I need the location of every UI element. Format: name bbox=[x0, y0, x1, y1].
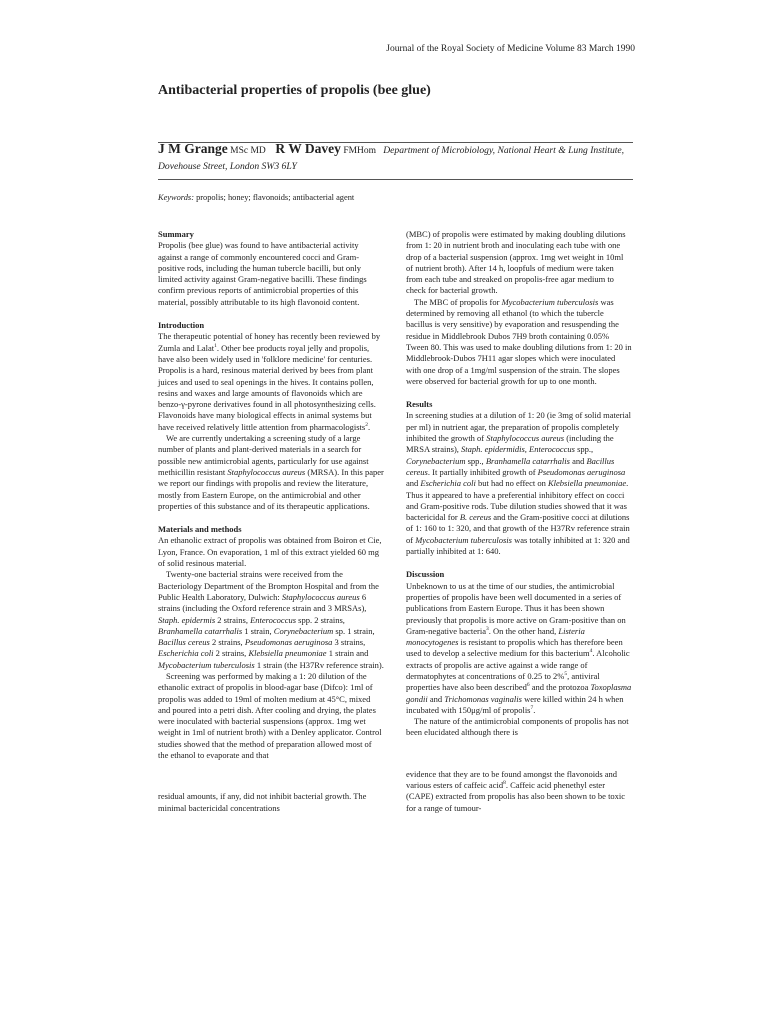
discussion-paragraph-1: Unbeknown to us at the time of our studies, the antimicrobial properties of propolis have been well documented in a series of publications from Eastern Europe. Thus it has been shown previously that propolis is more active on Gram-positive than on Gram-negative bacteria$^3$. On the other hand, Listeria monocytogenes is resistant to propolis which has therefore been used to develop a selective medium for this bacterium$^4$. Alcoholic extracts of propolis are active against a wide range of dermatophytes at concentrations of 0.25 to 2%$^5$, antiviral properties have also been described$^6$ and the protozoa Toxoplasma gondii and Trichomonas vaginalis were killed within 24 h when incubated with 150μg/ml of propolis$^7$. bbox=[406, 580, 632, 715]
mbc-paragraph: (MBC) of propolis were estimated by making doubling dilutions from 1: 20 in nutrient broth and inoculating each tube with one drop of a bacterial suspension (approx. 1mg wet weight in 10ml of nutrient broth). After 14 h, loopfuls of medium were taken from each tube and streaked on propolis-free agar medium to check for bacterial growth. bbox=[406, 229, 626, 296]
keywords-line bbox=[158, 193, 354, 202]
methods-paragraph-1: An ethanolic extract of propolis was obtained from Boiron et Cie, Lyon, France. On evaporation, 1 ml of this extract yielded 60 mg of solid resinous material. bbox=[158, 535, 382, 569]
author-2-name: R W Davey bbox=[275, 141, 341, 156]
introduction-heading: Introduction bbox=[158, 320, 205, 331]
affiliation: Department of Microbiology, National Heart & Lung Institute, Dovehouse Street, London SW3 6LY bbox=[158, 145, 625, 172]
discussion-paragraph-2-continued: evidence that they are to be found amongst the flavonoids and various esters of caffeic acid$^8$. Caffeic acid phenethyl ester (CAPE) extracted from propolis has also been shown to be toxic for a range of tumour- bbox=[406, 768, 626, 813]
results-paragraph: In screening studies at a dilution of 1: 20 (ie 3mg of solid material per ml) in nutrient agar, the preparation of propolis completely inhibited the growth of Staphylococcus aureus (including the MRSA strains), Staph. epidermidis, Enterococcus spp., Corynebacterium spp., Branhamella catarrhalis and Bacillus cereus. It partially inhibited growth of Pseudomonas aeruginosa and Escherichia coli but had no effect on Klebsiella pneumoniae. Thus it appeared to have a preferential inhibitory effect on cocci and Gram-positive rods. Tube dilution studies showed that it was bactericidal for B. cereus and the Gram-positive cocci at dilutions of 1: 160 to 1: 320, and that growth of the H37Rv reference strain of Mycobacterium tuberculosis was totally inhibited at 1: 320 and partially inhibited at 1: 640. bbox=[406, 410, 631, 557]
article-title: Antibacterial properties of propolis (bee glue) bbox=[158, 83, 431, 98]
results-heading: Results bbox=[406, 399, 433, 410]
summary-heading: Summary bbox=[158, 229, 194, 239]
methods-paragraph-3: Screening was performed by making a 1: 20 dilution of the ethanolic extract of propolis in blood-agar base (Difco): 1ml of propolis was added to 19ml of molten medium at 45°C, mixed and poured into a petri dish. After cooling and drying, the plates were inoculated with bacterial suspensions (approx. 1mg wet weight in 1ml of nutrient broth) with a Denley applicator. Control studies showed that the method of preparation allowed most of the ethanol to evaporate and that bbox=[158, 670, 382, 761]
right-column bbox=[406, 229, 632, 814]
mbc-tuberculosis-paragraph: The MBC of propolis for Mycobacterium tuberculosis was determined by removing all ethanol (to which the tubercle bacillus is very sensitive) by evaporation and resuspending the residue in Middlebrook Dubos 7H9 broth containing 0.05% Tween 80. This was used to make doubling dilutions from 1: 20 in Middlebrook-Dubos 7H11 agar slopes which were inoculated with one drop of a 1mg/ml suspension of the strain. The slopes were observed for bacterial growth for up to one month. bbox=[406, 296, 632, 386]
author-2-degrees: FMHom bbox=[343, 146, 377, 156]
keywords-list: propolis; honey; flavonoids; antibacterial agent bbox=[196, 193, 355, 202]
keywords-label: Keywords: bbox=[158, 193, 194, 202]
methods-paragraph-3-continued: residual amounts, if any, did not inhibit bacterial growth. The minimal bactericidal concentrations bbox=[158, 791, 367, 813]
author-1-name: J M Grange bbox=[158, 141, 228, 156]
intro-paragraph-1: The therapeutic potential of honey has recently been reviewed by Zumla and Lalat$^1$. Other bee products royal jelly and propolis, have also been widely used in 'folklore medicine' for centuries. Propolis is a hard, resinous material derived by bees from plant juices and used to seal openings in the hives. It contains pollen, resins and waxes and large amounts of flavonoids which are benzo-γ-pyrone derivatives found in all photosynthesizing cells. Flavonoids have many biological effects in animal systems but have received relatively little attention from pharmacologists$^2$. bbox=[158, 331, 381, 432]
author-block bbox=[158, 141, 634, 174]
summary-text: Propolis (bee glue) was found to have antibacterial activity against a range of commonly encountered cocci and Gram-positive rods, including the human tubercle bacilli, but only limited activity against Gram-negative bacilli. These findings confirm previous reports of antimicrobial properties of this material, possibly attributable to its high flavonoid content. bbox=[158, 240, 367, 307]
left-column bbox=[158, 229, 384, 814]
discussion-paragraph-2: The nature of the antimicrobial components of propolis has not been elucidated although there is bbox=[406, 716, 629, 738]
methods-paragraph-2: Twenty-one bacterial strains were received from the Bacteriology Department of the Brompton Hospital and from the Public Health Laboratory, Dulwich: Staphylococcus aureus 6 strains (including the Oxford reference strain and 3 MRSAs), Staph. epidermis 2 strains, Enterococcus spp. 2 strains, Branhamella catarrhalis 1 strain, Corynebacterium sp. 1 strain, Bacillus cereus 2 strains, Pseudomonas aeruginosa 3 strains, Escherichia coli 2 strains, Klebsiella pneumoniae 1 strain and Mycobacterium tuberculosis 1 strain (the H37Rv reference strain). bbox=[158, 569, 384, 670]
journal-header: Journal of the Royal Society of Medicine Volume 83 March 1990 bbox=[386, 44, 635, 54]
intro-paragraph-2: We are currently undertaking a screening study of a large number of plants and plant-derived materials in a search for possible new antimicrobial agents, particularly for use against methicillin resistant Staphylococcus aureus (MRSA). In this paper we report our findings with propolis and review the literature, mostly from Eastern Europe, on the antimicrobial and other properties of this substance and of its therapeutic applications. bbox=[158, 433, 384, 511]
author-1-degrees: MSc MD bbox=[230, 146, 266, 156]
bottom-rule bbox=[158, 179, 633, 180]
discussion-heading: Discussion bbox=[406, 569, 445, 580]
methods-heading: Materials and methods bbox=[158, 524, 242, 535]
